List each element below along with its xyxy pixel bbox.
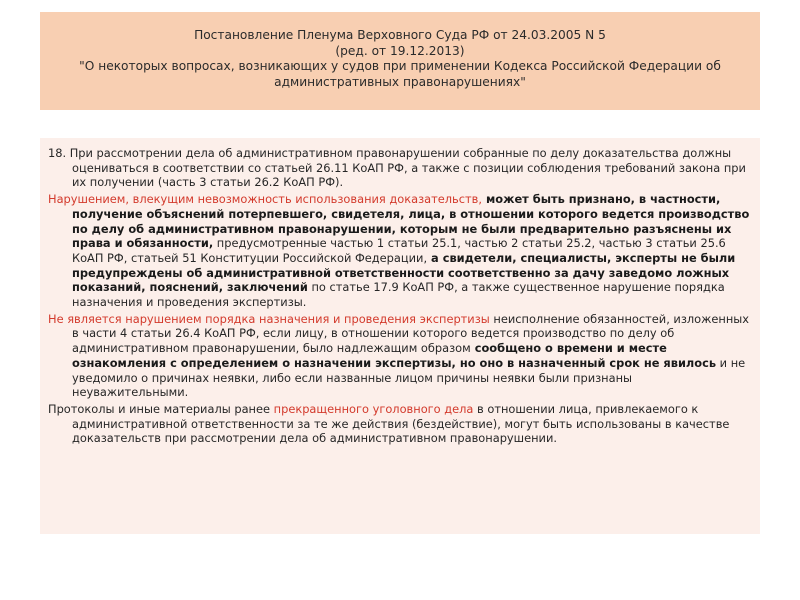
paragraph-18 [48,146,750,190]
paragraph-18-text: 18. При рассмотрении дела об административном правонарушении собранные по делу доказательства должны оцениваться в соответствии со статьей 26.11 КоАП РФ, а также с позиции соблюдения требований закона при их получении (часть 3 статьи 26.2 КоАП РФ). [48,146,746,190]
document-title-box [40,12,760,110]
plain-text: Протоколы и иные материалы ранее [48,401,274,416]
title-line-4: административных правонарушениях" [274,74,526,89]
plain-text: предусмотренные частью 1 статьи 25.1, частью 2 статьи 25.2, частью 3 статьи 25.6 КоАП РФ, статьей 51 Конституции Российской Федерации, [72,236,726,265]
title-line-2: (ред. от 19.12.2013) [335,43,465,58]
highlight-phrase: Не является нарушением порядка назначения и проведения экспертизы [48,311,490,326]
emphasis-text: а свидетели, специалисты, эксперты не были предупреждены об административной ответственности соответственно за дачу заведомо ложных показаний, пояснений, заключений [72,250,736,295]
emphasis-text: сообщено о времени и месте ознакомления с определением о назначении экспертизы, но оно в назначенный срок не явилось [72,341,717,370]
plain-text: неисполнение обязанностей, изложенных в части 4 статьи 26.4 КоАП РФ, если лицу, в отношении которого ведется производство по делу об административном правонарушении, было надлежащим образом [72,311,750,356]
highlight-phrase: прекращенного уголовного дела [273,401,474,416]
plain-text: и не уведомило о причинах неявки, либо если названные лицом причины неявки были признаны неуважительными. [72,355,746,400]
plain-text: по статье 17.9 КоАП РФ, а также существенное нарушение порядка назначения и проведения экспертизы. [72,280,725,310]
plain-text: в отношении лица, привлекаемого к административной ответственности за те же действия (бездействие), могут быть использованы в качестве доказательств при рассмотрении дела об административном правонарушении. [72,401,730,446]
highlight-phrase: Нарушением, влекущим невозможность использования доказательств, [48,192,483,207]
paragraph-evidence-violation [48,192,750,310]
paragraph-protocols [48,402,750,446]
title-line-1: Постановление Пленума Верховного Суда РФ от 24.03.2005 N 5 [194,28,606,42]
emphasis-text: может быть признано, в частности, получение объяснений потерпевшего, свидетеля, лица, в отношении которого ведется производство по делу об административном правонарушении, которым не были предварительно разъяснены их права и обязанности, [72,192,750,251]
paragraph-not-violation [48,312,750,400]
title-line-3: "О некоторых вопросах, возникающих у судов при применении Кодекса Российской Федерации об [79,59,721,74]
document-body [40,138,760,534]
